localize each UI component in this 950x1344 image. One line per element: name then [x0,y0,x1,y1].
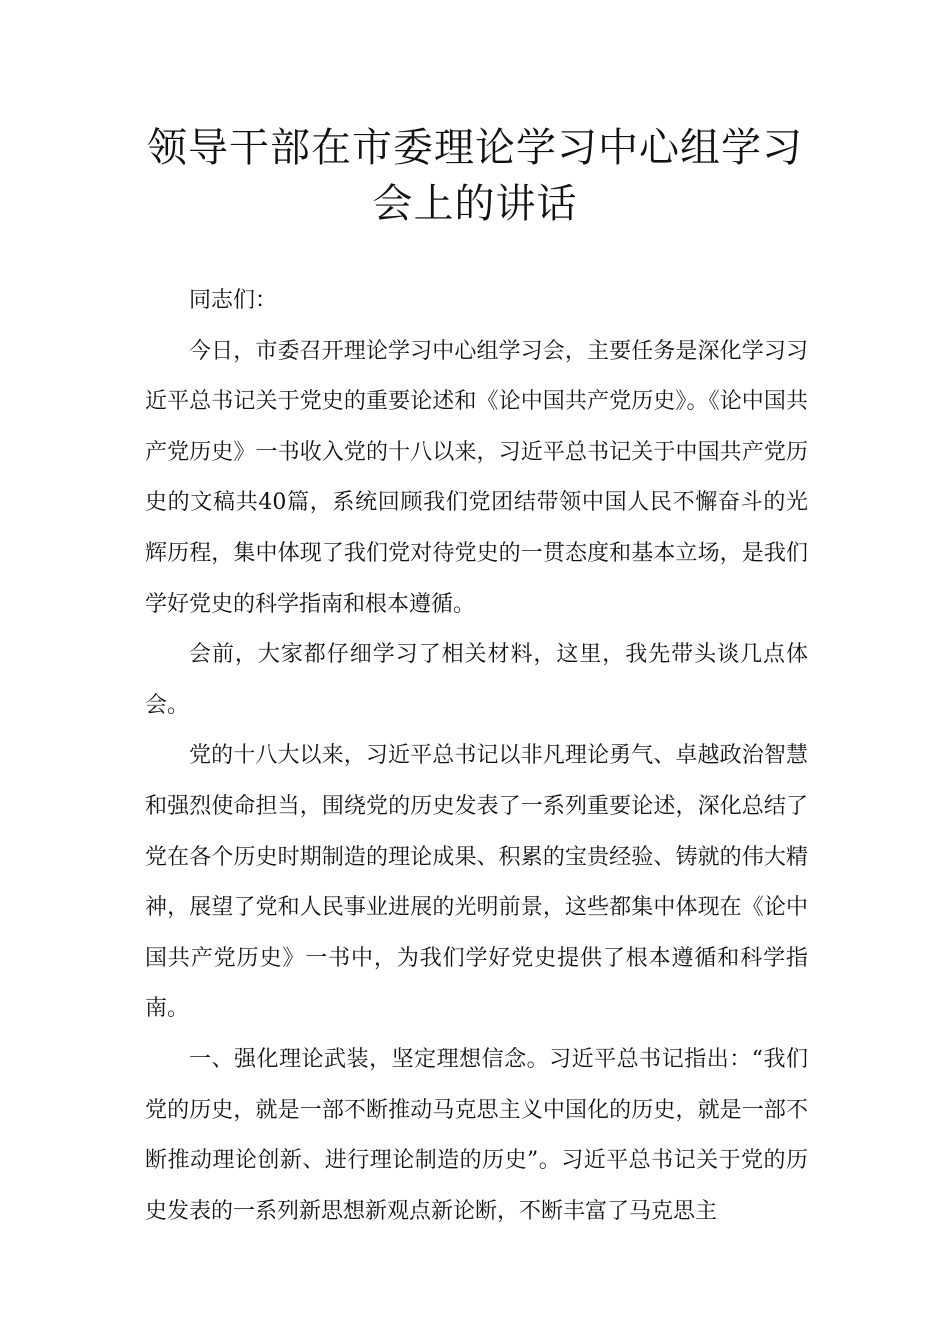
paragraph-background: 党的十八大以来，习近平总书记以非凡理论勇气、卓越政治智慧和强烈使命担当，围绕党的历史发表了一系列重要论述，深化总结了党在各个历史时期制造的理论成果、积累的宝贵经验、铸就的伟大精神，展望了党和人民事业进展的光明前景，这些都集中体现在《论中国共产党历史》一书中，为我们学好党史提供了根本遵循和科学指南。 [145,743,808,1022]
paragraph-preface: 会前，大家都仔细学习了相关材料，这里，我先带头谈几点体会。 [145,642,808,718]
document-title: 领导干部在市委理论学习中心组学习会上的讲话 [147,125,803,227]
paragraph-point-one: 一、强化理论武装，坚定理想信念。习近平总书记指出：“我们党的历史，就是一部不断推动马克思主义中国化的历史，就是一部不断推动理论创新、进行理论制造的历史”。习近平总书记关于党的历史发表的一系列新思想新观点新论断，不断丰富了马克思主 [145,1046,808,1224]
document-body [145,276,808,1237]
salutation: 同志们： [189,288,278,313]
paragraph-intro: 今日，市委召开理论学习中心组学习会，主要任务是深化学习习近平总书记关于党史的重要论述和《论中国共产党历史》。《论中国共产党历史》一书收入党的十八以来，习近平总书记关于中国共产党历史的文稿共40篇，系统回顾我们党团结带领中国人民不懈奋斗的光辉历程，集中体现了我们党对待党史的一贯态度和基本立场，是我们学好党史的科学指南和根本遵循。 [145,338,808,617]
